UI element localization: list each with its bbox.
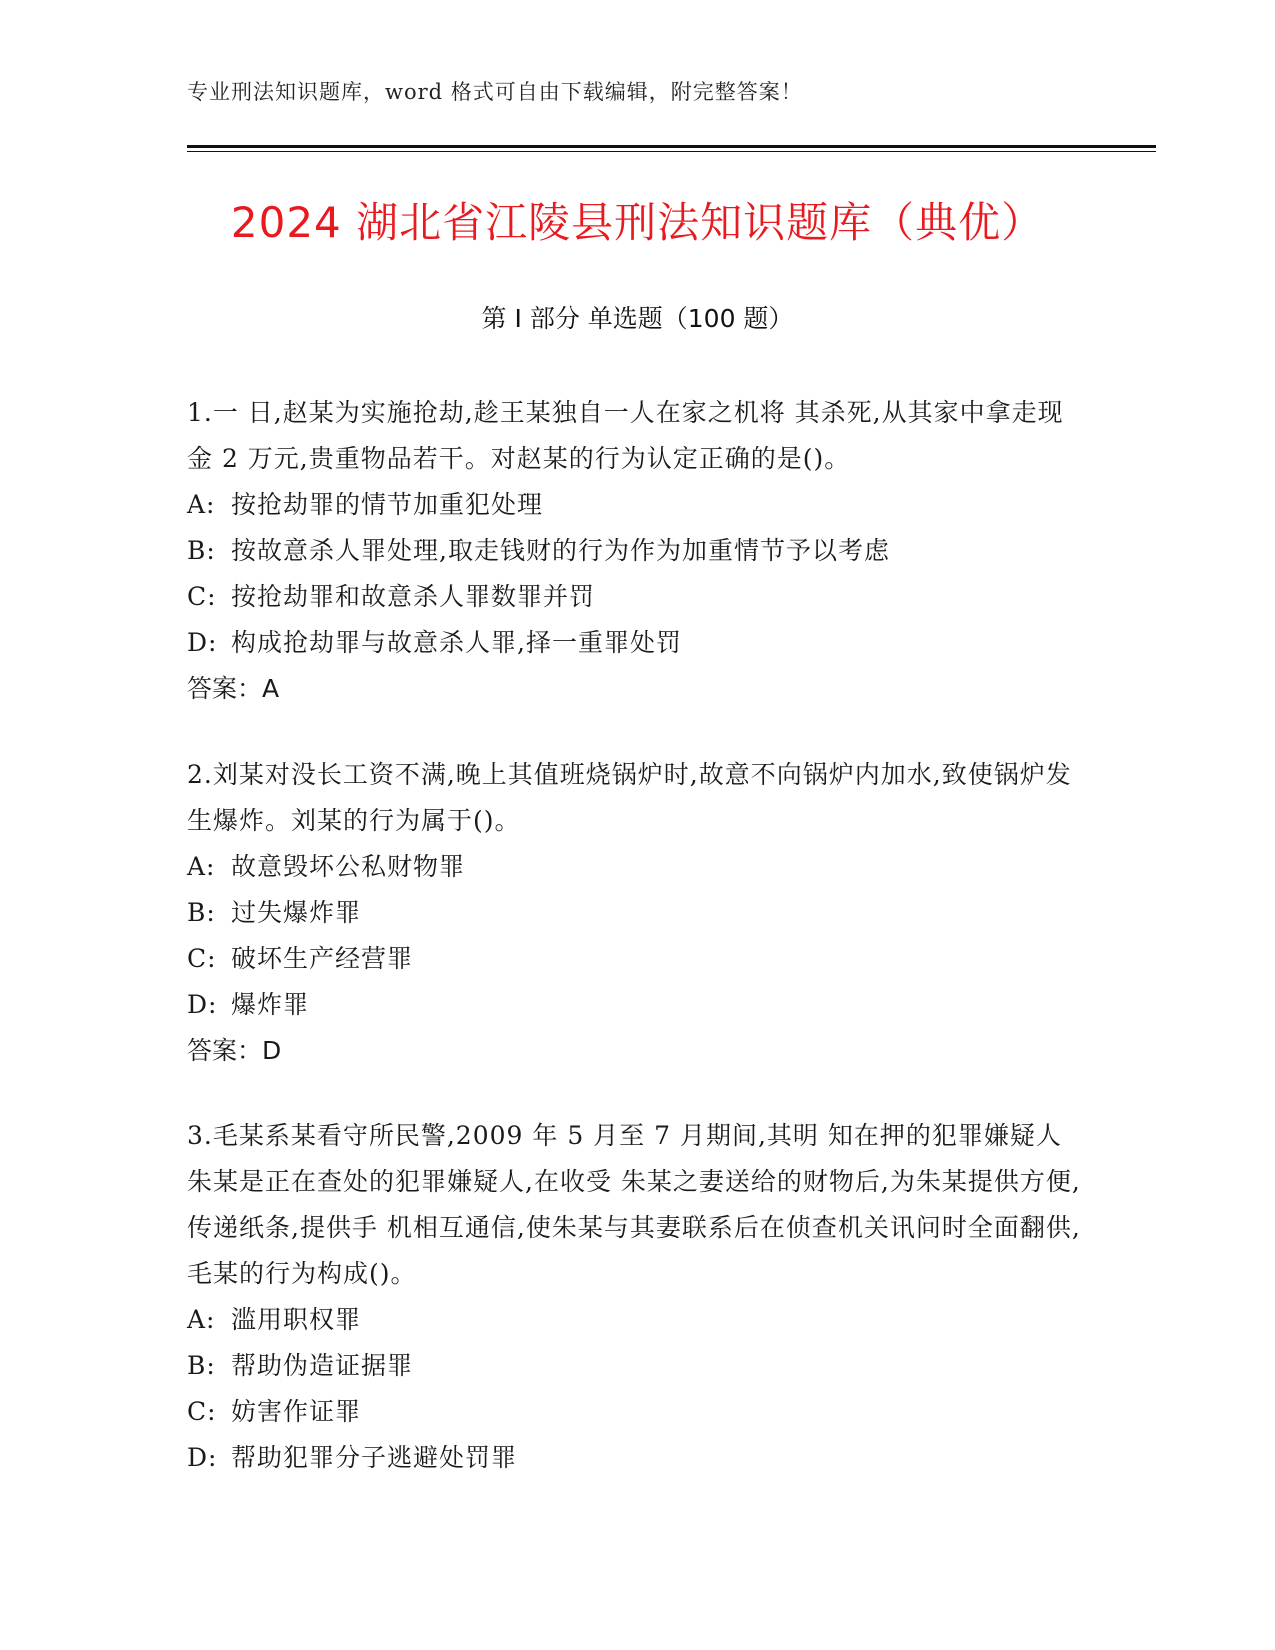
- question-stem: 2.刘某对没长工资不满,晚上其值班烧锅炉时,故意不向锅炉内加水,致使锅炉发生爆炸。刘某的行为属于()。: [187, 760, 1072, 835]
- header-rule-thick: [187, 145, 1156, 148]
- option-key: C:: [187, 1397, 217, 1426]
- option-key: B:: [187, 898, 216, 927]
- option-text: 滥用职权罪: [231, 1305, 362, 1334]
- option-key: D:: [187, 628, 218, 657]
- option-text: 爆炸罪: [231, 990, 310, 1019]
- option-key: C:: [187, 944, 217, 973]
- option-text: 帮助犯罪分子逃避处罚罪: [231, 1443, 518, 1472]
- option-text: 故意毁坏公私财物罪: [231, 852, 466, 881]
- option-d: [187, 620, 1087, 666]
- option-c: [187, 1389, 1087, 1435]
- question-1: [187, 390, 1087, 712]
- option-a: [187, 482, 1087, 528]
- option-c: [187, 936, 1087, 982]
- option-b: [187, 1343, 1087, 1389]
- option-text: 按抢劫罪的情节加重犯处理: [231, 490, 544, 519]
- option-text: 妨害作证罪: [231, 1397, 362, 1426]
- option-key: B:: [187, 1351, 216, 1380]
- option-text: 构成抢劫罪与故意杀人罪,择一重罪处罚: [231, 628, 682, 657]
- question-2: [187, 752, 1087, 1074]
- option-text: 帮助伪造证据罪: [231, 1351, 414, 1380]
- option-a: [187, 844, 1087, 890]
- option-text: 按抢劫罪和故意杀人罪数罪并罚: [231, 582, 596, 611]
- header-note: 专业刑法知识题库，word 格式可自由下载编辑，附完整答案！: [187, 80, 803, 104]
- option-a: [187, 1297, 1087, 1343]
- option-key: A:: [187, 852, 216, 881]
- question-stem: 1.一 日,赵某为实施抢劫,趁王某独自一人在家之机将 其杀死,从其家中拿走现金 2 万元,贵重物品若干。对赵某的行为认定正确的是()。: [187, 398, 1064, 473]
- option-c: [187, 574, 1087, 620]
- option-text: 过失爆炸罪: [231, 898, 362, 927]
- question-3: [187, 1113, 1087, 1481]
- option-key: A:: [187, 1305, 216, 1334]
- answer: 答案：A: [187, 674, 280, 703]
- option-key: A:: [187, 490, 216, 519]
- option-text: 破坏生产经营罪: [231, 944, 414, 973]
- header-rule-thin: [187, 151, 1156, 152]
- answer: 答案：D: [187, 1036, 282, 1065]
- option-d: [187, 1435, 1087, 1481]
- section-title: 第 I 部分 单选题（100 题）: [481, 304, 794, 333]
- question-stem: 3.毛某系某看守所民警,2009 年 5 月至 7 月期间,其明 知在押的犯罪嫌疑人朱某是正在查处的犯罪嫌疑人,在收受 朱某之妻送给的财物后,为朱某提供方便,传递纸条,提供手 机相互通信,使朱某与其妻联系后在侦查机关讯问时全面翻供,毛某的行为构成()。: [187, 1121, 1081, 1288]
- option-key: D:: [187, 1443, 218, 1472]
- option-b: [187, 528, 1087, 574]
- option-key: B:: [187, 536, 216, 565]
- option-text: 按故意杀人罪处理,取走钱财的行为作为加重情节予以考虑: [231, 536, 890, 565]
- option-d: [187, 982, 1087, 1028]
- option-key: D:: [187, 990, 218, 1019]
- option-b: [187, 890, 1087, 936]
- document-title: 2024 湖北省江陵县刑法知识题库（典优）: [230, 198, 1045, 247]
- option-key: C:: [187, 582, 217, 611]
